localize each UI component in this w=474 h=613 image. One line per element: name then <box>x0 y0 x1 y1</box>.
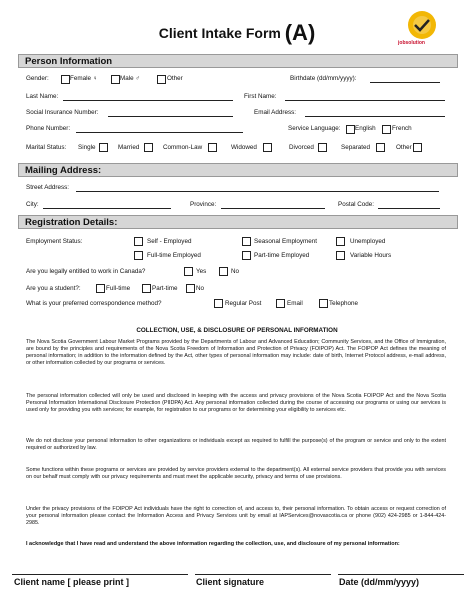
disclosure-paragraph-2: The personal information collected will only be used and disclosed in keeping with the access and privacy provisions of the Nova Scotia FOIPOP Act and the Nova Scotia Personal Information International Disclosure Protection (PIIDPA) Act. Any personal information collected during the course of accessing our programs or using our services is used only for providing you with services; for example, for registration to our programs or for determining your eligibility to services etc. <box>26 393 446 413</box>
city-label: City: <box>26 201 39 208</box>
gender-label: Gender: <box>26 75 49 82</box>
seasonal-label: Seasonal Employment <box>254 238 318 245</box>
postal-code-label: Postal Code: <box>338 201 375 208</box>
separated-label: Separated <box>341 144 371 151</box>
part-time-employed-checkbox[interactable] <box>242 251 251 260</box>
seasonal-checkbox[interactable] <box>242 237 251 246</box>
student-part-time-checkbox[interactable] <box>142 284 151 293</box>
client-signature-line[interactable] <box>195 574 331 575</box>
email-pref-label: Email <box>287 300 303 307</box>
entitled-yes-checkbox[interactable] <box>184 267 193 276</box>
province-field[interactable] <box>221 208 325 209</box>
disclosure-paragraph-3: We do not disclose your personal information to other organizations or individuals except as required to fulfill the purpose(s) of the program or service and only to the extent required or authorized by law. <box>26 438 446 451</box>
birthdate-field[interactable] <box>370 82 440 83</box>
disclosure-paragraph-1: The Nova Scotia Government Labour Market Programs provided by the Departments of Labour and Advanced Education; Community Services, and the Office of Immigration, are bound by the principles and requirements of the Nova Scotia Freedom of Information and Protection of Privacy (FOIPOP) Act. The FOIPOP Act defines the meaning of personal information; in addition to the information defined by the Act, other types of personal information may include: date of birth, Internet Protocol address, e-mail address, or other information collected by our programs or services. <box>26 339 446 366</box>
self-employed-checkbox[interactable] <box>134 237 143 246</box>
date-line[interactable] <box>338 574 464 575</box>
entitled-no-checkbox[interactable] <box>219 267 228 276</box>
female-label: Female ♀ <box>70 75 98 82</box>
marital-status-label: Marital Status: <box>26 144 67 151</box>
regular-post-label: Regular Post <box>225 300 262 307</box>
province-label: Province: <box>190 201 217 208</box>
form-variant: (A) <box>284 20 316 45</box>
full-time-employed-label: Full-time Employed <box>147 252 201 259</box>
phone-label: Phone Number: <box>26 125 71 132</box>
french-label: French <box>392 125 412 132</box>
disclosure-paragraph-4: Some functions within these programs or services are provided by service providers external to the department(s). All external service providers that provide you with services on our behalf must comply with our privacy requirements and must meet the applicable security, privacy and terms of use provisions. <box>26 467 446 480</box>
email-field[interactable] <box>305 116 445 117</box>
full-time-employed-checkbox[interactable] <box>134 251 143 260</box>
client-name-line[interactable] <box>12 574 188 575</box>
variable-hours-checkbox[interactable] <box>336 251 345 260</box>
acknowledgement-text: I acknowledge that I have read and understand the above information regarding the collection, use, and disclosure of my personal information: <box>26 541 400 547</box>
email-pref-checkbox[interactable] <box>276 299 285 308</box>
service-language-label: Service Language: <box>288 125 341 132</box>
sin-field[interactable] <box>108 116 233 117</box>
last-name-field[interactable] <box>63 100 233 101</box>
birthdate-label: Birthdate (dd/mm/yyyy): <box>290 75 357 82</box>
student-no-label: No <box>196 285 205 292</box>
entitled-no-label: No <box>231 268 240 275</box>
street-address-field[interactable] <box>76 191 439 192</box>
email-label: Email Address: <box>254 109 296 116</box>
student-full-time-label: Full-time <box>106 285 131 292</box>
last-name-label: Last Name: <box>26 93 59 100</box>
first-name-field[interactable] <box>285 100 445 101</box>
entitled-yes-label: Yes <box>196 268 207 275</box>
section-registration-details: Registration Details: <box>18 215 458 229</box>
english-label: English <box>355 125 376 132</box>
date-label: Date (dd/mm/yyyy) <box>339 577 420 587</box>
employment-status-label: Employment Status: <box>26 238 83 245</box>
divorced-checkbox[interactable] <box>318 143 327 152</box>
correspondence-question: What is your preferred correspondence method? <box>26 300 162 307</box>
unemployed-label: Unemployed <box>350 238 386 245</box>
phone-field[interactable] <box>76 132 243 133</box>
widowed-label: Widowed <box>231 144 257 151</box>
student-full-time-checkbox[interactable] <box>96 284 105 293</box>
telephone-label: Telephone <box>329 300 359 307</box>
street-address-label: Street Address: <box>26 184 70 191</box>
other-gender-checkbox[interactable] <box>157 75 166 84</box>
section-person-information: Person Information <box>18 54 458 68</box>
male-checkbox[interactable] <box>111 75 120 84</box>
other-gender-label: Other <box>167 75 183 82</box>
student-question: Are you a student?: <box>26 285 81 292</box>
single-label: Single <box>78 144 96 151</box>
entitled-question: Are you legally entitled to work in Canada? <box>26 268 146 275</box>
male-label: Male ♂ <box>120 75 141 82</box>
part-time-employed-label: Part-time Employed <box>254 252 310 259</box>
jobsolution-logo <box>405 8 439 42</box>
other-status-label: Other <box>396 144 412 151</box>
married-label: Married <box>118 144 140 151</box>
self-employed-label: Self - Employed <box>147 238 192 245</box>
disclosure-paragraph-5: Under the privacy provisions of the FOIPOP Act individuals have the right to correction of, and access to, their personal information. To obtain access or request correction of your personal information please contact the Information Access and Privacy Services unit by email at IAPServices@novascotia.ca or phone (902) 424-2985 or 1-844-424-2985. <box>26 506 446 526</box>
variable-hours-label: Variable Hours <box>350 252 392 259</box>
single-checkbox[interactable] <box>99 143 108 152</box>
city-field[interactable] <box>43 208 171 209</box>
unemployed-checkbox[interactable] <box>336 237 345 246</box>
form-title-text: Client Intake Form <box>158 25 281 41</box>
first-name-label: First Name: <box>244 93 277 100</box>
french-checkbox[interactable] <box>382 125 391 134</box>
sin-label: Social Insurance Number: <box>26 109 99 116</box>
separated-checkbox[interactable] <box>376 143 385 152</box>
logo-text: jobsolution <box>398 40 425 46</box>
client-signature-label: Client signature <box>196 577 265 587</box>
postal-code-field[interactable] <box>378 208 440 209</box>
other-status-checkbox[interactable] <box>413 143 422 152</box>
telephone-checkbox[interactable] <box>319 299 328 308</box>
regular-post-checkbox[interactable] <box>214 299 223 308</box>
client-name-label: Client name [ please print ] <box>14 577 130 587</box>
widowed-checkbox[interactable] <box>263 143 272 152</box>
common-law-label: Common-Law <box>163 144 203 151</box>
divorced-label: Divorced <box>289 144 314 151</box>
common-law-checkbox[interactable] <box>208 143 217 152</box>
female-checkbox[interactable] <box>61 75 70 84</box>
section-mailing-address: Mailing Address: <box>18 163 458 177</box>
married-checkbox[interactable] <box>144 143 153 152</box>
student-no-checkbox[interactable] <box>186 284 195 293</box>
disclosure-title: COLLECTION, USE, & DISCLOSURE OF PERSONAL INFORMATION <box>136 327 338 334</box>
student-part-time-label: Part-time <box>152 285 178 292</box>
english-checkbox[interactable] <box>346 125 355 134</box>
